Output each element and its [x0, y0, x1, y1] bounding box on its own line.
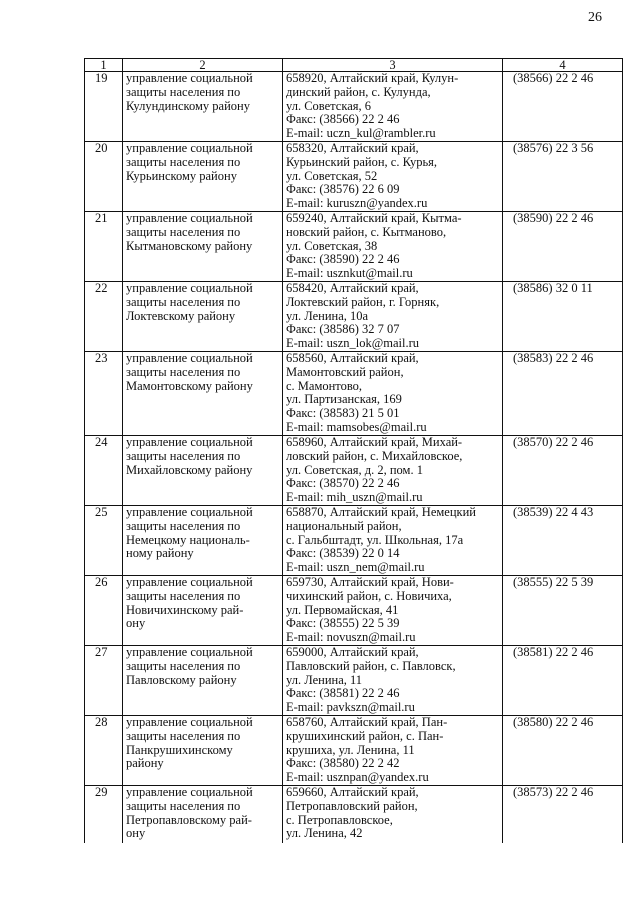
address-line: 658560, Алтайский край, [286, 351, 419, 365]
table-row [85, 506, 623, 576]
department-name [123, 72, 283, 142]
department-name-line: району [126, 756, 164, 771]
address-line: ул. Советская, д. 2, пом. 1 [286, 462, 423, 477]
department-name-line: управление социальной [126, 715, 253, 729]
department-name-line: Мамонтовскому району [126, 378, 253, 393]
address-line: Павловский район, с. Павловск, [286, 658, 456, 673]
address-line: ул. Ленина, 10а [286, 308, 369, 323]
address-line: E-mail: usznpan@yandex.ru [286, 770, 429, 785]
department-name [123, 282, 283, 352]
department-name-line: защиты населения по [126, 448, 241, 463]
table-row [85, 142, 623, 212]
table-row [85, 72, 623, 142]
address-line: 659660, Алтайский край, [286, 785, 419, 799]
address-line: 658920, Алтайский край, Кулун- [286, 71, 459, 85]
address-line: с. Мамонтово, [286, 378, 363, 393]
department-name-line: Кытмановскому району [126, 238, 253, 253]
department-name [123, 646, 283, 716]
address-line: Факс: (38581) 22 2 46 [286, 686, 400, 701]
department-name-line: управление социальной [126, 785, 253, 799]
row-number: 20 [85, 142, 123, 212]
address-line: Факс: (38590) 22 2 46 [286, 252, 400, 267]
department-name-line: Петропавловскому рай- [126, 812, 252, 827]
address-line: чихинский район, с. Новичиха, [286, 588, 452, 603]
table-row [85, 352, 623, 436]
address-cell [283, 212, 503, 282]
address-line: ул. Ленина, 11 [286, 672, 363, 687]
address-line: E-mail: uczn_kul@rambler.ru [286, 126, 436, 141]
row-number: 19 [85, 72, 123, 142]
row-number: 23 [85, 352, 123, 436]
address-line: 659000, Алтайский край, [286, 645, 419, 659]
column-header: 3 [283, 59, 503, 72]
department-name-line: управление социальной [126, 141, 253, 155]
table-row [85, 786, 623, 843]
column-header: 4 [503, 59, 623, 72]
address-line: Факс: (38539) 22 0 14 [286, 546, 400, 561]
address-cell [283, 142, 503, 212]
address-line: ул. Советская, 6 [286, 98, 371, 113]
address-line: 659240, Алтайский край, Кытма- [286, 211, 462, 225]
address-line: крушихинский район, с. Пан- [286, 728, 444, 743]
address-line: новский район, с. Кытманово, [286, 224, 447, 239]
department-name-line: защиты населения по [126, 294, 241, 309]
department-name-line: защиты населения по [126, 154, 241, 169]
department-name-line: защиты населения по [126, 224, 241, 239]
department-name-line: управление социальной [126, 351, 253, 365]
address-line: ловский район, с. Михайловское, [286, 448, 463, 463]
address-line: 658320, Алтайский край, [286, 141, 419, 155]
address-line: E-mail: mih_uszn@mail.ru [286, 490, 423, 505]
address-line: E-mail: uszn_lok@mail.ru [286, 336, 420, 351]
department-name-line: защиты населения по [126, 658, 241, 673]
phone-number: (38566) 22 2 46 [503, 72, 623, 142]
department-name-line: управление социальной [126, 645, 253, 659]
address-line: Факс: (38555) 22 5 39 [286, 616, 400, 631]
department-name-line: управление социальной [126, 505, 253, 519]
phone-number: (38555) 22 5 39 [503, 576, 623, 646]
address-line: с. Петропавловское, [286, 812, 393, 827]
department-name-line: Кулундинскому району [126, 98, 250, 113]
address-line: ул. Ленина, 42 [286, 826, 363, 841]
department-name-line: защиты населения по [126, 84, 241, 99]
column-header: 2 [123, 59, 283, 72]
department-name [123, 142, 283, 212]
address-cell [283, 506, 503, 576]
department-name [123, 716, 283, 786]
department-name [123, 352, 283, 436]
department-name-line: защиты населения по [126, 364, 241, 379]
address-cell [283, 716, 503, 786]
row-number: 27 [85, 646, 123, 716]
address-cell [283, 282, 503, 352]
department-name-line: ному району [126, 546, 194, 561]
department-name-line: Курьинскому району [126, 168, 237, 183]
address-cell [283, 576, 503, 646]
table-row [85, 436, 623, 506]
address-line: национальный район, [286, 518, 402, 533]
address-line: Факс: (38583) 21 5 01 [286, 406, 400, 421]
table-row [85, 646, 623, 716]
address-line: Курьинский район, с. Курья, [286, 154, 438, 169]
table-row [85, 576, 623, 646]
department-name-line: Панкрушихинскому [126, 742, 233, 757]
department-name-line: Михайловскому району [126, 462, 253, 477]
department-name-line: управление социальной [126, 435, 253, 449]
address-line: Факс: (38570) 22 2 46 [286, 476, 400, 491]
department-name-line: ону [126, 826, 146, 841]
phone-number: (38570) 22 2 46 [503, 436, 623, 506]
page-number: 26 [588, 10, 602, 25]
table-row [85, 282, 623, 352]
department-name-line: Павловскому району [126, 672, 237, 687]
row-number: 28 [85, 716, 123, 786]
address-cell [283, 786, 503, 843]
department-name [123, 576, 283, 646]
phone-number: (38581) 22 2 46 [503, 646, 623, 716]
address-cell [283, 436, 503, 506]
address-line: ул. Советская, 38 [286, 238, 378, 253]
address-line: E-mail: uszn_nem@mail.ru [286, 560, 425, 575]
department-name-line: защиты населения по [126, 588, 241, 603]
address-line: 658420, Алтайский край, [286, 281, 419, 295]
address-line: динский район, с. Кулунда, [286, 84, 431, 99]
address-line: E-mail: novuszn@mail.ru [286, 630, 416, 645]
table-row [85, 716, 623, 786]
row-number: 21 [85, 212, 123, 282]
phone-number: (38576) 22 3 56 [503, 142, 623, 212]
address-line: 658870, Алтайский край, Немецкий [286, 505, 476, 519]
department-name [123, 212, 283, 282]
address-cell [283, 72, 503, 142]
department-name [123, 786, 283, 843]
address-line: с. Гальбштадт, ул. Школьная, 17а [286, 532, 464, 547]
department-name-line: управление социальной [126, 575, 253, 589]
department-name-line: Локтевскому району [126, 308, 236, 323]
phone-number: (38590) 22 2 46 [503, 212, 623, 282]
address-line: 659730, Алтайский край, Нови- [286, 575, 454, 589]
department-name-line: управление социальной [126, 211, 253, 225]
department-name-line: ону [126, 616, 146, 631]
address-line: 658960, Алтайский край, Михай- [286, 435, 463, 449]
phone-number: (38580) 22 2 46 [503, 716, 623, 786]
address-line: E-mail: mamsobes@mail.ru [286, 419, 427, 434]
department-name-line: защиты населения по [126, 798, 241, 813]
department-name-line: управление социальной [126, 281, 253, 295]
department-name [123, 506, 283, 576]
column-header: 1 [85, 59, 123, 72]
row-number: 25 [85, 506, 123, 576]
address-line: Факс: (38586) 32 7 07 [286, 322, 400, 337]
department-name [123, 436, 283, 506]
address-line: Петропавловский район, [286, 798, 418, 813]
row-number: 29 [85, 786, 123, 843]
phone-number: (38573) 22 2 46 [503, 786, 623, 843]
department-name-line: Новичихинскому рай- [126, 602, 244, 617]
address-line: 658760, Алтайский край, Пан- [286, 715, 448, 729]
address-line: ул. Первомайская, 41 [286, 602, 399, 617]
address-line: Мамонтовский район, [286, 364, 404, 379]
address-line: Факс: (38576) 22 6 09 [286, 182, 400, 197]
table-header-row [85, 59, 623, 72]
address-line: ул. Советская, 52 [286, 168, 378, 183]
address-line: ул. Партизанская, 169 [286, 392, 402, 407]
phone-number: (38583) 22 2 46 [503, 352, 623, 436]
address-line: E-mail: usznkut@mail.ru [286, 266, 413, 281]
table-row [85, 212, 623, 282]
address-line: E-mail: pavkszn@mail.ru [286, 700, 415, 715]
row-number: 24 [85, 436, 123, 506]
social-protection-table [84, 58, 623, 843]
department-name-line: защиты населения по [126, 518, 241, 533]
address-line: крушиха, ул. Ленина, 11 [286, 742, 415, 757]
address-line: Локтевский район, г. Горняк, [286, 294, 440, 309]
address-cell [283, 352, 503, 436]
row-number: 26 [85, 576, 123, 646]
department-name-line: защиты населения по [126, 728, 241, 743]
address-line: Факс: (38566) 22 2 46 [286, 112, 400, 127]
department-name-line: Немецкому националь- [126, 532, 250, 547]
row-number: 22 [85, 282, 123, 352]
address-cell [283, 646, 503, 716]
address-line: Факс: (38580) 22 2 42 [286, 756, 400, 771]
address-line: E-mail: kuruszn@yandex.ru [286, 196, 428, 211]
phone-number: (38586) 32 0 11 [503, 282, 623, 352]
department-name-line: управление социальной [126, 71, 253, 85]
phone-number: (38539) 22 4 43 [503, 506, 623, 576]
